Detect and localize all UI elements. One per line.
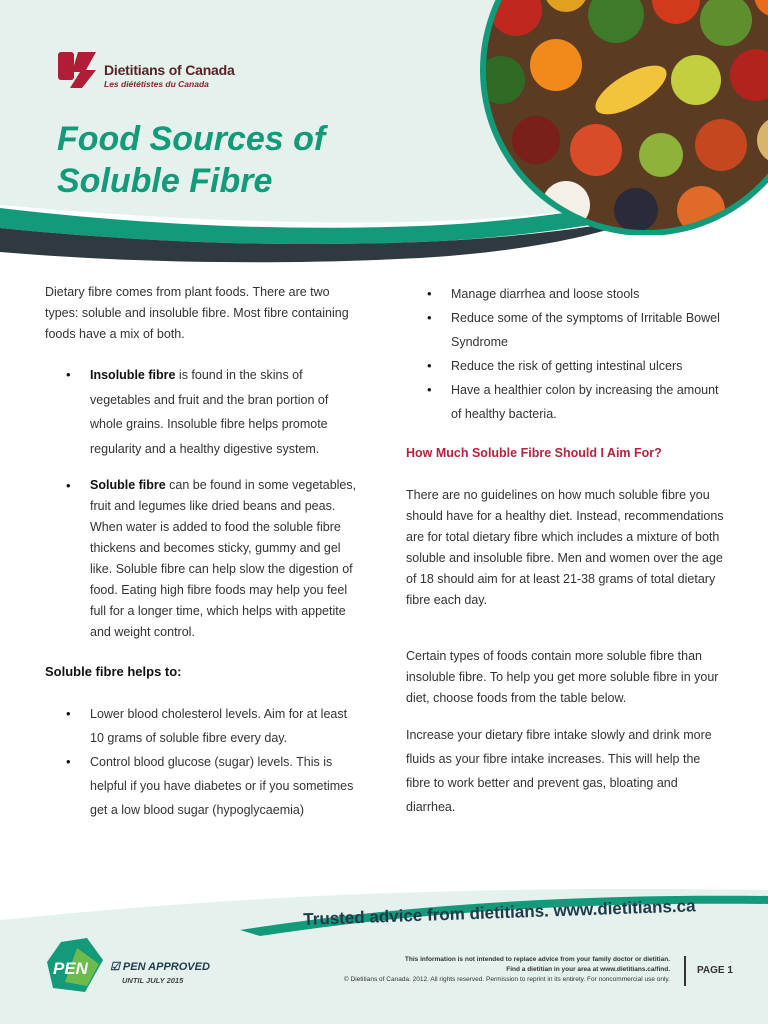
dietitians-logo (56, 48, 235, 92)
org-name-fr: Les diététistes du Canada (104, 79, 209, 89)
guidelines-paragraph: There are no guidelines on how much soluble fibre you should have for a healthy diet. Instead, recommendations are for total dietary fibre which includes a mixture of both soluble and insoluble fibre. Men and women over the age of 18 should aim for at least 21-38 grams of total dietary fibre each day. (406, 488, 724, 607)
aim-heading: How Much Soluble Fibre Should I Aim For? (406, 446, 662, 460)
title-line-2: Soluble Fibre (57, 162, 273, 200)
page-number: PAGE 1 (697, 965, 733, 976)
list-item (45, 475, 363, 643)
insoluble-fibre-text: is found in the skins of vegetables and fruit and the bran portion of whole grains. Insoluble fibre helps promote regularity and a healthy digestive system. (90, 368, 329, 456)
pen-approved-label: ☑ PEN APPROVED (110, 961, 210, 973)
pen-logo-text: PEN (53, 959, 88, 978)
fibre-types-list (45, 363, 363, 643)
intake-advice-paragraph: Increase your dietary fibre intake slowly and drink more fluids as your fibre intake increases. This will help the fibre to work better and prevent gas, bloating and diarrhea. (406, 728, 712, 814)
footer-tagline: Trusted advice from dietitians. www.dietitians.ca (303, 896, 696, 929)
footer-disclaimer (344, 955, 670, 985)
list-item (45, 363, 363, 461)
list-item: • Lower blood cholesterol levels. Aim for at least 10 grams of soluble fibre every day. (45, 702, 363, 750)
dc-logo-icon (56, 48, 100, 92)
soluble-helps-list (45, 702, 363, 822)
pen-until-label: UNTIL JULY 2015 (122, 976, 184, 985)
intro-paragraph: Dietary fibre comes from plant foods. There are two types: soluble and insoluble fibre. Most fibre containing foods have a mix of both. (45, 285, 349, 341)
list-item: • Reduce some of the symptoms of Irritable Bowel Syndrome (406, 306, 726, 354)
page-title (57, 118, 397, 202)
list-item: • Have a healthier colon by increasing the amount of healthy bacteria. (406, 378, 726, 426)
list-item: • Control blood glucose (sugar) levels. This is helpful if you have diabetes or if you sometimes get a low blood sugar (hypoglycaemia) (45, 750, 363, 822)
insoluble-fibre-term: Insoluble fibre (90, 368, 176, 382)
food-types-paragraph: Certain types of foods contain more soluble fibre than insoluble fibre. To help you get more soluble fibre in your diet, choose foods from the table below. (406, 649, 719, 705)
org-name: Dietitians of Canada (104, 62, 235, 78)
soluble-helps-heading: Soluble fibre helps to: (45, 664, 182, 679)
disclaimer-line-3: © Dietitians of Canada. 2012. All rights reserved. Permission to reprint in its entirety. For noncommercial use only. (343, 976, 670, 983)
food-photo (456, 0, 768, 235)
pen-logo-icon (47, 938, 107, 994)
title-line-1: Food Sources of (57, 120, 326, 158)
list-item: • Manage diarrhea and loose stools (406, 282, 726, 306)
footer-background (0, 860, 768, 1024)
soluble-helps-list-continued (406, 282, 726, 426)
list-item: • Reduce the risk of getting intestinal ulcers (406, 354, 726, 378)
soluble-fibre-term: Soluble fibre (90, 478, 166, 492)
left-column (45, 282, 363, 822)
right-column (406, 282, 726, 819)
footer-divider (684, 956, 686, 986)
disclaimer-line-1: This information is not intended to replace advice from your family doctor or dietitian. (404, 956, 670, 963)
soluble-fibre-text: can be found in some vegetables, fruit and legumes like dried beans and peas. When water is added to food the soluble fibre thickens and becomes sticky, gummy and gel like. Soluble fibre can help slow the digestion of food. Eating high fibre foods may help you feel full for a longer time, which helps with appetite and weight control. (90, 478, 357, 639)
disclaimer-line-2: Find a dietitian in your area at www.dietitians.ca/find. (506, 966, 670, 973)
